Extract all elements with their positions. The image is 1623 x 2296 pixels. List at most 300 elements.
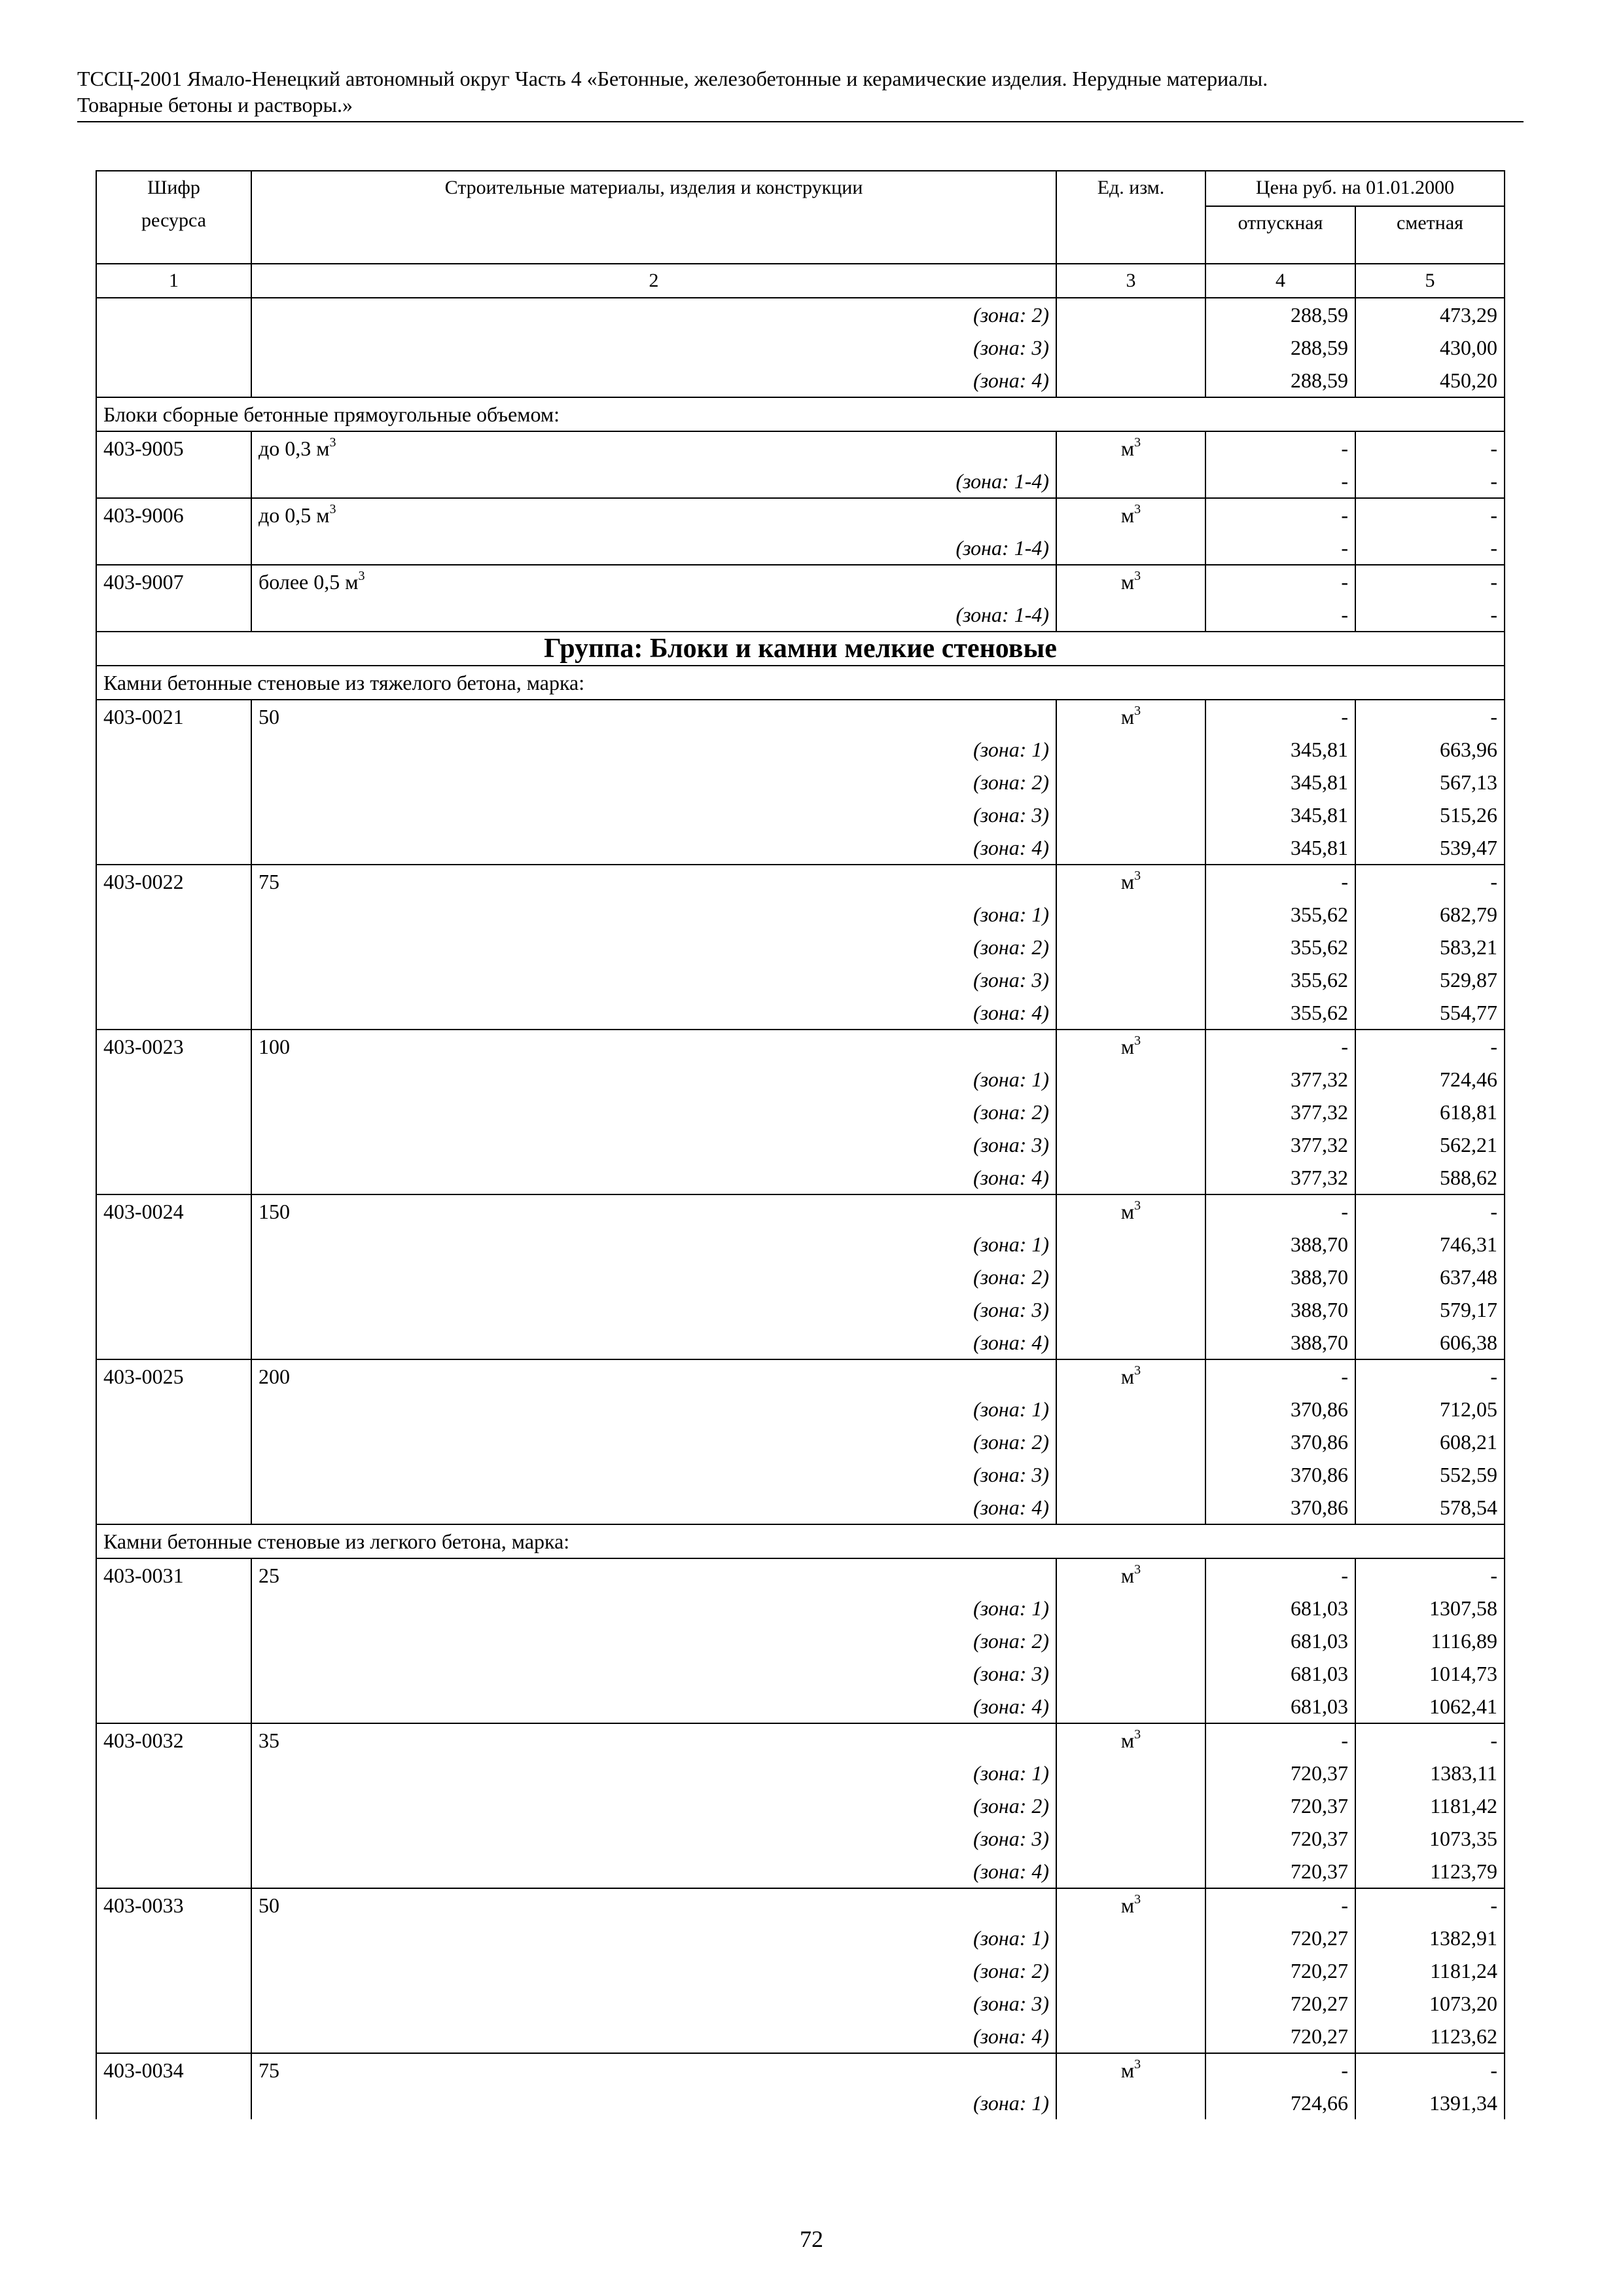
resource-code xyxy=(96,2087,251,2119)
header-rule xyxy=(77,121,1524,122)
estimate-price: 1014,73 xyxy=(1355,1657,1505,1690)
resource-code xyxy=(96,1261,251,1293)
estimate-price: 539,47 xyxy=(1355,831,1505,865)
resource-code: 403-9006 xyxy=(96,498,251,531)
unit-cell xyxy=(1056,1128,1205,1161)
release-price: 377,32 xyxy=(1205,1128,1355,1161)
release-price: 388,70 xyxy=(1205,1228,1355,1261)
header-estimate-price: сметная xyxy=(1355,206,1505,264)
release-price: - xyxy=(1205,565,1355,598)
table-row xyxy=(96,2020,1505,2053)
resource-code xyxy=(96,331,251,364)
estimate-price: 430,00 xyxy=(1355,331,1505,364)
estimate-price: - xyxy=(1355,465,1505,498)
release-price: 724,66 xyxy=(1205,2087,1355,2119)
estimate-price: 552,59 xyxy=(1355,1458,1505,1491)
unit-cell xyxy=(1056,1293,1205,1326)
unit-cell xyxy=(1056,931,1205,963)
table-row xyxy=(96,1987,1505,2020)
item-description-text: 25 xyxy=(259,1564,279,1587)
unit-cell xyxy=(1056,1030,1205,1063)
estimate-price: - xyxy=(1355,1030,1505,1063)
item-description xyxy=(251,431,1056,465)
unit-cell xyxy=(1056,1458,1205,1491)
zone-label: (зона: 2) xyxy=(251,1426,1056,1458)
release-price: 377,32 xyxy=(1205,1096,1355,1128)
estimate-price: 1382,91 xyxy=(1355,1922,1505,1954)
estimate-price: 637,48 xyxy=(1355,1261,1505,1293)
zone-label: (зона: 3) xyxy=(251,1822,1056,1855)
resource-code xyxy=(96,1228,251,1261)
unit-cell xyxy=(1056,1359,1205,1393)
resource-code xyxy=(96,598,251,632)
table-row xyxy=(96,766,1505,798)
table-row xyxy=(96,1194,1505,1228)
estimate-price: - xyxy=(1355,865,1505,898)
zone-label: (зона: 4) xyxy=(251,831,1056,865)
resource-code xyxy=(96,1491,251,1524)
table-row xyxy=(96,1359,1505,1393)
resource-code: 403-0032 xyxy=(96,1723,251,1757)
release-price: 370,86 xyxy=(1205,1491,1355,1524)
zone-label: (зона: 2) xyxy=(251,1624,1056,1657)
table-row xyxy=(96,1954,1505,1987)
estimate-price: 554,77 xyxy=(1355,996,1505,1030)
unit-cell xyxy=(1056,2053,1205,2087)
zone-label: (зона: 2) xyxy=(251,1261,1056,1293)
unit-cell xyxy=(1056,700,1205,733)
unit-symbol: м xyxy=(1120,1035,1135,1058)
resource-code xyxy=(96,1855,251,1888)
resource-code xyxy=(96,1954,251,1987)
header-code: Шифр ресурса xyxy=(96,171,251,264)
estimate-price: 606,38 xyxy=(1355,1326,1505,1359)
zone-label: (зона: 4) xyxy=(251,1690,1056,1723)
unit-symbol: м xyxy=(1120,705,1135,728)
release-price: 720,37 xyxy=(1205,1822,1355,1855)
resource-code xyxy=(96,1822,251,1855)
release-price: - xyxy=(1205,865,1355,898)
unit-cell xyxy=(1056,2087,1205,2119)
unit-cell xyxy=(1056,1757,1205,1789)
estimate-price: 724,46 xyxy=(1355,1063,1505,1096)
release-price: 720,27 xyxy=(1205,1922,1355,1954)
unit-superscript: 3 xyxy=(1134,1892,1141,1907)
release-price: 720,37 xyxy=(1205,1855,1355,1888)
unit-cell xyxy=(1056,364,1205,397)
document-header-line1: ТССЦ-2001 Ямало-Ненецкий автономный округ Часть 4 «Бетонные, железобетонные и керамические изделия. Нерудные материалы. xyxy=(77,67,1268,90)
release-price: - xyxy=(1205,1030,1355,1063)
item-description-text: до 0,5 м xyxy=(259,503,330,527)
resource-code xyxy=(96,1161,251,1194)
table-row xyxy=(96,1822,1505,1855)
unit-cell xyxy=(1056,1855,1205,1888)
zone-label: (зона: 1-4) xyxy=(251,598,1056,632)
resource-code xyxy=(96,1657,251,1690)
item-description-text: 50 xyxy=(259,1893,279,1917)
estimate-price: 682,79 xyxy=(1355,898,1505,931)
table-row xyxy=(96,2053,1505,2087)
unit-symbol: м xyxy=(1120,1564,1135,1587)
unit-cell xyxy=(1056,1326,1205,1359)
zone-label: (зона: 4) xyxy=(251,1161,1056,1194)
unit-cell xyxy=(1056,1592,1205,1624)
table-row xyxy=(96,2087,1505,2119)
estimate-price: 588,62 xyxy=(1355,1161,1505,1194)
resource-code xyxy=(96,1096,251,1128)
estimate-price: 1307,58 xyxy=(1355,1592,1505,1624)
estimate-price: 529,87 xyxy=(1355,963,1505,996)
unit-cell xyxy=(1056,1922,1205,1954)
header-unit: Ед. изм. xyxy=(1056,171,1205,264)
unit-cell xyxy=(1056,1789,1205,1822)
table-row xyxy=(96,1491,1505,1524)
description-superscript: 3 xyxy=(329,502,336,516)
unit-cell xyxy=(1056,1161,1205,1194)
release-price: 720,27 xyxy=(1205,2020,1355,2053)
release-price: 720,37 xyxy=(1205,1789,1355,1822)
release-price: 377,32 xyxy=(1205,1161,1355,1194)
resource-code xyxy=(96,298,251,331)
release-price: 720,37 xyxy=(1205,1757,1355,1789)
unit-cell xyxy=(1056,1888,1205,1922)
item-description xyxy=(251,1888,1056,1922)
release-price: 388,70 xyxy=(1205,1261,1355,1293)
document-header-line2: Товарные бетоны и растворы.» xyxy=(77,93,353,117)
resource-code: 403-0023 xyxy=(96,1030,251,1063)
zone-label: (зона: 4) xyxy=(251,2020,1056,2053)
header-price-group: Цена руб. на 01.01.2000 xyxy=(1205,171,1505,206)
release-price: - xyxy=(1205,1194,1355,1228)
unit-cell xyxy=(1056,1723,1205,1757)
resource-code: 403-0024 xyxy=(96,1194,251,1228)
table-row xyxy=(96,963,1505,996)
table-row xyxy=(96,865,1505,898)
table-row xyxy=(96,632,1505,666)
table-row xyxy=(96,1657,1505,1690)
unit-symbol: м xyxy=(1120,2058,1135,2082)
release-price: 681,03 xyxy=(1205,1690,1355,1723)
resource-code xyxy=(96,1326,251,1359)
table-row xyxy=(96,331,1505,364)
table-row xyxy=(96,1690,1505,1723)
item-description xyxy=(251,1558,1056,1592)
release-price: - xyxy=(1205,1723,1355,1757)
resource-code xyxy=(96,1293,251,1326)
resource-code xyxy=(96,766,251,798)
table-row xyxy=(96,1524,1505,1558)
item-description-text: более 0,5 м xyxy=(259,570,359,594)
resource-code xyxy=(96,465,251,498)
release-price: - xyxy=(1205,700,1355,733)
resource-code xyxy=(96,1458,251,1491)
item-description-text: 100 xyxy=(259,1035,290,1058)
estimate-price: 515,26 xyxy=(1355,798,1505,831)
resource-code: 403-9007 xyxy=(96,565,251,598)
unit-cell xyxy=(1056,1063,1205,1096)
table-row xyxy=(96,1855,1505,1888)
unit-cell xyxy=(1056,2020,1205,2053)
release-price: 345,81 xyxy=(1205,798,1355,831)
estimate-price: 1181,24 xyxy=(1355,1954,1505,1987)
resource-code xyxy=(96,798,251,831)
resource-code xyxy=(96,531,251,565)
unit-symbol: м xyxy=(1120,570,1135,594)
item-description-text: 50 xyxy=(259,705,279,728)
table-row xyxy=(96,1030,1505,1063)
estimate-price: 1073,35 xyxy=(1355,1822,1505,1855)
release-price: - xyxy=(1205,1558,1355,1592)
unit-cell xyxy=(1056,298,1205,331)
zone-label: (зона: 1) xyxy=(251,733,1056,766)
zone-label: (зона: 2) xyxy=(251,1954,1056,1987)
estimate-price: - xyxy=(1355,431,1505,465)
estimate-price: - xyxy=(1355,700,1505,733)
table-row xyxy=(96,733,1505,766)
unit-superscript: 3 xyxy=(1134,435,1141,450)
zone-label: (зона: 3) xyxy=(251,331,1056,364)
unit-cell xyxy=(1056,1657,1205,1690)
estimate-price: 1383,11 xyxy=(1355,1757,1505,1789)
estimate-price: 578,54 xyxy=(1355,1491,1505,1524)
release-price: - xyxy=(1205,598,1355,632)
item-description-text: 75 xyxy=(259,870,279,893)
header-name: Строительные материалы, изделия и конструкции xyxy=(251,171,1056,264)
unit-superscript: 3 xyxy=(1134,1198,1141,1213)
estimate-price: 746,31 xyxy=(1355,1228,1505,1261)
release-price: - xyxy=(1205,2053,1355,2087)
unit-cell xyxy=(1056,1426,1205,1458)
unit-symbol: м xyxy=(1120,1200,1135,1223)
release-price: 288,59 xyxy=(1205,364,1355,397)
unit-cell xyxy=(1056,498,1205,531)
zone-label: (зона: 1) xyxy=(251,898,1056,931)
unit-cell xyxy=(1056,1491,1205,1524)
unit-cell xyxy=(1056,766,1205,798)
resource-code: 403-0022 xyxy=(96,865,251,898)
estimate-price: 1123,79 xyxy=(1355,1855,1505,1888)
table-row xyxy=(96,996,1505,1030)
unit-symbol: м xyxy=(1120,870,1135,893)
resource-code xyxy=(96,831,251,865)
item-description xyxy=(251,1359,1056,1393)
unit-cell xyxy=(1056,1194,1205,1228)
unit-cell xyxy=(1056,865,1205,898)
unit-superscript: 3 xyxy=(1134,569,1141,583)
table-row xyxy=(96,1426,1505,1458)
release-price: 681,03 xyxy=(1205,1624,1355,1657)
unit-cell xyxy=(1056,798,1205,831)
zone-label: (зона: 4) xyxy=(251,1491,1056,1524)
zone-label: (зона: 3) xyxy=(251,1987,1056,2020)
estimate-price: 1073,20 xyxy=(1355,1987,1505,2020)
item-description-text: 35 xyxy=(259,1729,279,1752)
group-title: Группа: Блоки и камни мелкие стеновые xyxy=(96,632,1505,666)
table-row xyxy=(96,431,1505,465)
item-description xyxy=(251,1723,1056,1757)
table-row xyxy=(96,1558,1505,1592)
item-description-text: 150 xyxy=(259,1200,290,1223)
col-number-2: 2 xyxy=(251,264,1056,298)
item-description xyxy=(251,700,1056,733)
unit-superscript: 3 xyxy=(1134,704,1141,718)
item-description xyxy=(251,865,1056,898)
unit-cell xyxy=(1056,996,1205,1030)
unit-cell xyxy=(1056,1954,1205,1987)
table-row xyxy=(96,898,1505,931)
estimate-price: 1181,42 xyxy=(1355,1789,1505,1822)
unit-cell xyxy=(1056,1096,1205,1128)
release-price: 370,86 xyxy=(1205,1458,1355,1491)
zone-label: (зона: 3) xyxy=(251,1128,1056,1161)
col-number-3: 3 xyxy=(1056,264,1205,298)
unit-cell xyxy=(1056,1558,1205,1592)
release-price: 345,81 xyxy=(1205,831,1355,865)
resource-code xyxy=(96,1393,251,1426)
release-price: 377,32 xyxy=(1205,1063,1355,1096)
zone-label: (зона: 2) xyxy=(251,298,1056,331)
table-row xyxy=(96,1592,1505,1624)
estimate-price: 712,05 xyxy=(1355,1393,1505,1426)
unit-symbol: м xyxy=(1120,1365,1135,1388)
table-row xyxy=(96,1393,1505,1426)
estimate-price: - xyxy=(1355,1359,1505,1393)
unit-cell xyxy=(1056,1987,1205,2020)
zone-label: (зона: 4) xyxy=(251,364,1056,397)
unit-superscript: 3 xyxy=(1134,502,1141,516)
table-row xyxy=(96,1757,1505,1789)
resource-code: 403-9005 xyxy=(96,431,251,465)
table-row xyxy=(96,1458,1505,1491)
zone-label: (зона: 2) xyxy=(251,1096,1056,1128)
table-row xyxy=(96,531,1505,565)
release-price: 370,86 xyxy=(1205,1393,1355,1426)
item-description xyxy=(251,1030,1056,1063)
release-price: 370,86 xyxy=(1205,1426,1355,1458)
release-price: 288,59 xyxy=(1205,331,1355,364)
table-row xyxy=(96,1128,1505,1161)
table-row xyxy=(96,1326,1505,1359)
section-title: Камни бетонные стеновые из тяжелого бетона, марка: xyxy=(96,666,1505,700)
resource-code xyxy=(96,1690,251,1723)
unit-cell xyxy=(1056,831,1205,865)
release-price: 355,62 xyxy=(1205,996,1355,1030)
table-row xyxy=(96,1723,1505,1757)
resource-code xyxy=(96,364,251,397)
release-price: 345,81 xyxy=(1205,766,1355,798)
estimate-price: 450,20 xyxy=(1355,364,1505,397)
unit-cell xyxy=(1056,531,1205,565)
resource-code xyxy=(96,996,251,1030)
table-row xyxy=(96,498,1505,531)
resource-code: 403-0034 xyxy=(96,2053,251,2087)
resource-code xyxy=(96,1789,251,1822)
table-row xyxy=(96,598,1505,632)
description-superscript: 3 xyxy=(329,435,336,450)
resource-code xyxy=(96,1987,251,2020)
release-price: - xyxy=(1205,498,1355,531)
zone-label: (зона: 1) xyxy=(251,1757,1056,1789)
estimate-price: 663,96 xyxy=(1355,733,1505,766)
estimate-price: - xyxy=(1355,531,1505,565)
estimate-price: 583,21 xyxy=(1355,931,1505,963)
table-row xyxy=(96,1261,1505,1293)
table-row xyxy=(96,700,1505,733)
table-row xyxy=(96,831,1505,865)
item-description xyxy=(251,2053,1056,2087)
release-price: 355,62 xyxy=(1205,898,1355,931)
unit-cell xyxy=(1056,1393,1205,1426)
resource-code xyxy=(96,2020,251,2053)
estimate-price: 579,17 xyxy=(1355,1293,1505,1326)
unit-cell xyxy=(1056,331,1205,364)
resource-code: 403-0031 xyxy=(96,1558,251,1592)
release-price: 355,62 xyxy=(1205,963,1355,996)
resource-code xyxy=(96,733,251,766)
estimate-price: - xyxy=(1355,565,1505,598)
col-number-4: 4 xyxy=(1205,264,1355,298)
zone-label: (зона: 3) xyxy=(251,798,1056,831)
unit-superscript: 3 xyxy=(1134,1562,1141,1577)
table-row xyxy=(96,931,1505,963)
zone-label: (зона: 4) xyxy=(251,996,1056,1030)
zone-label: (зона: 1) xyxy=(251,1592,1056,1624)
release-price: 355,62 xyxy=(1205,931,1355,963)
release-price: - xyxy=(1205,431,1355,465)
unit-symbol: м xyxy=(1120,1893,1135,1917)
estimate-price: - xyxy=(1355,498,1505,531)
zone-label: (зона: 1) xyxy=(251,2087,1056,2119)
header-release-price: отпускная xyxy=(1205,206,1355,264)
item-description xyxy=(251,565,1056,598)
unit-cell xyxy=(1056,1261,1205,1293)
zone-label: (зона: 1-4) xyxy=(251,465,1056,498)
resource-code xyxy=(96,1757,251,1789)
release-price: - xyxy=(1205,465,1355,498)
description-superscript: 3 xyxy=(358,569,365,583)
resource-code xyxy=(96,931,251,963)
release-price: 681,03 xyxy=(1205,1592,1355,1624)
table-row xyxy=(96,1888,1505,1922)
estimate-price: 1123,62 xyxy=(1355,2020,1505,2053)
release-price: - xyxy=(1205,1359,1355,1393)
table-row xyxy=(96,1096,1505,1128)
estimate-price: 618,81 xyxy=(1355,1096,1505,1128)
unit-cell xyxy=(1056,963,1205,996)
item-description-text: 75 xyxy=(259,2058,279,2082)
release-price: 720,27 xyxy=(1205,1954,1355,1987)
col-number-1: 1 xyxy=(96,264,251,298)
zone-label: (зона: 3) xyxy=(251,1657,1056,1690)
resource-code xyxy=(96,1624,251,1657)
item-description xyxy=(251,1194,1056,1228)
unit-cell xyxy=(1056,465,1205,498)
estimate-price: - xyxy=(1355,1194,1505,1228)
release-price: 388,70 xyxy=(1205,1326,1355,1359)
release-price: 288,59 xyxy=(1205,298,1355,331)
estimate-price: 1062,41 xyxy=(1355,1690,1505,1723)
table-row xyxy=(96,1789,1505,1822)
zone-label: (зона: 3) xyxy=(251,1293,1056,1326)
zone-label: (зона: 4) xyxy=(251,1326,1056,1359)
table-row xyxy=(96,298,1505,331)
unit-cell xyxy=(1056,565,1205,598)
zone-label: (зона: 2) xyxy=(251,931,1056,963)
unit-symbol: м xyxy=(1120,437,1135,460)
unit-cell xyxy=(1056,733,1205,766)
table-row xyxy=(96,666,1505,700)
release-price: 345,81 xyxy=(1205,733,1355,766)
